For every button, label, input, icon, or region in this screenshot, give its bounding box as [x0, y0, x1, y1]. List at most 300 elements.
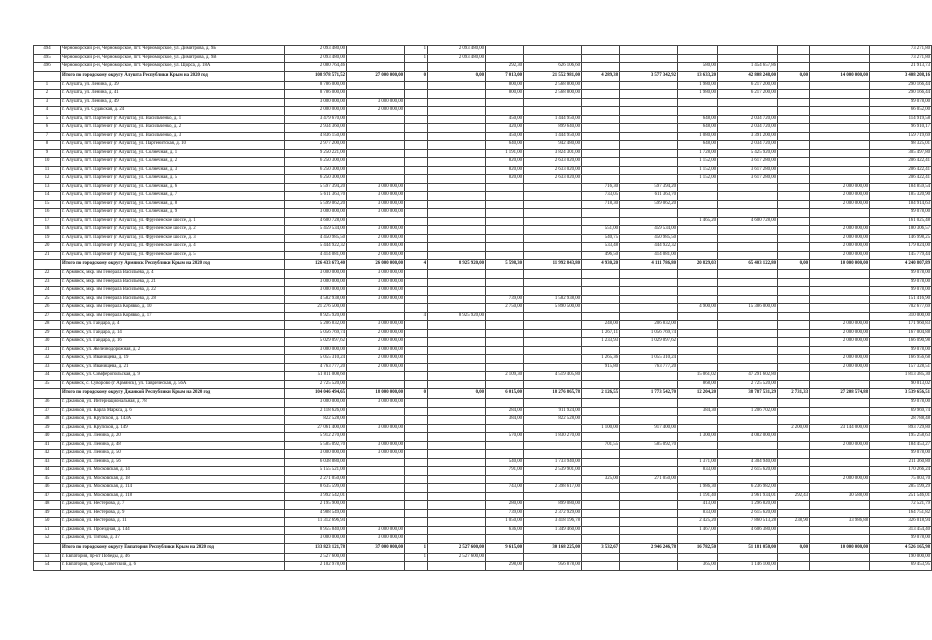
value-cell: 3 000 000,00: [285, 535, 347, 544]
row-number-cell: 47: [34, 492, 61, 501]
row-number-cell: 7: [34, 132, 61, 141]
value-cell: [405, 81, 428, 90]
value-cell: 206 422,41: [870, 158, 932, 167]
value-cell: [778, 278, 810, 287]
address-cell: Итого по городскому округу Алушта Республики Крым на 2020 год: [61, 71, 285, 81]
value-cell: [486, 192, 524, 201]
value-cell: 8 925 920,00: [428, 312, 486, 321]
address-cell: г. Алушта, пгт. Партенит (г Алушта), ул. Фрунзенское шоссе, д. 4: [61, 243, 285, 252]
value-cell: [678, 98, 718, 107]
value-cell: [620, 535, 678, 544]
address-cell: г. Джанкой, ул. Титова, д. 37: [61, 535, 285, 544]
value-cell: [405, 424, 428, 433]
value-cell: [524, 107, 582, 116]
value-cell: 5 425 920,00: [718, 149, 778, 158]
table-row: [34, 251, 932, 260]
value-cell: [428, 132, 486, 141]
value-cell: 310 000,00: [870, 312, 932, 321]
value-cell: 51 181 050,00: [718, 543, 778, 553]
value-cell: 73 271,80: [870, 46, 932, 55]
value-cell: 3 408 208,16: [870, 71, 932, 81]
value-cell: [347, 312, 405, 321]
budget-table: [33, 45, 932, 571]
value-cell: 833,00: [678, 467, 718, 476]
value-cell: 2 271 050,00: [285, 475, 347, 484]
value-cell: [428, 363, 486, 372]
value-cell: [524, 355, 582, 364]
value-cell: 4 304 940,00: [718, 458, 778, 467]
value-cell: [524, 278, 582, 287]
value-cell: 3 000 000,00: [285, 450, 347, 459]
value-cell: 3 000 000,00: [285, 346, 347, 355]
value-cell: 2 102 978,00: [285, 562, 347, 571]
value-cell: 11 312 696,94: [285, 518, 347, 527]
value-cell: 5 459 534,00: [285, 226, 347, 235]
value-cell: [778, 107, 810, 116]
value-cell: [347, 433, 405, 442]
address-cell: г. Армянск, мкр. им Генерала Васильева, д. 22: [61, 287, 285, 296]
row-number-cell: 2: [34, 90, 61, 99]
row-number-cell: 33: [34, 363, 61, 372]
value-cell: 3 824 301,00: [524, 149, 582, 158]
value-cell: [428, 458, 486, 467]
address-cell: г. Алушта, пгт. Партенит (г Алушта), ул. Партенитская, д. 10: [61, 141, 285, 150]
value-cell: 4: [405, 312, 428, 321]
value-cell: 2 034 720,00: [718, 115, 778, 124]
value-cell: [405, 475, 428, 484]
value-cell: 3 418 196,78: [524, 518, 582, 527]
row-number-cell: 44: [34, 467, 61, 476]
table-row: [34, 562, 932, 571]
value-cell: 2 195 900,00: [285, 501, 347, 510]
value-cell: 833,00: [678, 509, 718, 518]
value-cell: [810, 526, 870, 535]
value-cell: 20 829,03: [678, 260, 718, 270]
value-cell: [620, 484, 678, 493]
value-cell: 161 025,48: [870, 217, 932, 226]
value-cell: [428, 467, 486, 476]
value-cell: [428, 192, 486, 201]
value-cell: 1: [405, 553, 428, 562]
value-cell: 4 900,00: [678, 304, 718, 313]
value-cell: 743,00: [486, 484, 524, 493]
row-number-cell: 34: [34, 372, 61, 381]
value-cell: [678, 295, 718, 304]
value-cell: [405, 407, 428, 416]
value-cell: [347, 158, 405, 167]
value-cell: 414 081,00: [620, 251, 678, 260]
value-cell: 496,50: [582, 251, 620, 260]
value-cell: [718, 287, 778, 296]
value-cell: [524, 312, 582, 321]
value-cell: 820,00: [486, 158, 524, 167]
value-cell: [778, 380, 810, 389]
table-row: [34, 416, 932, 425]
value-cell: 716,30: [582, 183, 620, 192]
value-cell: [620, 124, 678, 133]
value-cell: 0,00: [428, 71, 486, 81]
address-cell: г. Джанкой, ул. Проездная, д. 144: [61, 526, 285, 535]
value-cell: [718, 192, 778, 201]
address-cell: г. Алушта, пгт. Партенит (г Алушта), ул. Васильченко, д. 2: [61, 124, 285, 133]
value-cell: [347, 475, 405, 484]
value-cell: [718, 243, 778, 252]
value-cell: [405, 243, 428, 252]
value-cell: [620, 416, 678, 425]
value-cell: 4 600 728,00: [718, 217, 778, 226]
row-number-cell: [34, 543, 61, 553]
value-cell: [718, 553, 778, 562]
value-cell: [810, 175, 870, 184]
value-cell: 98 325,01: [870, 141, 932, 150]
value-cell: 2 527 600,00: [428, 543, 486, 553]
value-cell: [778, 441, 810, 450]
value-cell: 65 403 122,80: [718, 260, 778, 270]
value-cell: 1 728,00: [678, 149, 718, 158]
value-cell: [778, 243, 810, 252]
value-cell: 2 118 626,00: [285, 407, 347, 416]
value-cell: 99 078,00: [870, 399, 932, 408]
value-cell: [778, 90, 810, 99]
table-row: [34, 526, 932, 535]
value-cell: 2 633 020,00: [524, 166, 582, 175]
value-cell: [620, 158, 678, 167]
value-cell: 3 000 000,00: [347, 192, 405, 201]
value-cell: 47 291 602,80: [718, 372, 778, 381]
value-cell: 2 000 000,00: [285, 107, 347, 116]
value-cell: [810, 46, 870, 55]
value-cell: 37 000 000,00: [347, 543, 405, 553]
value-cell: 4 082 000,00: [718, 433, 778, 442]
value-cell: 305 497,80: [870, 149, 932, 158]
value-cell: 27 000 000,00: [347, 71, 405, 81]
value-cell: 1 300,00: [678, 433, 718, 442]
row-number-cell: 12: [34, 175, 61, 184]
value-cell: [524, 441, 582, 450]
value-cell: 10 000 000,00: [810, 543, 870, 553]
value-cell: 3 992 542,01: [285, 492, 347, 501]
value-cell: 190 000,00: [870, 553, 932, 562]
value-cell: 822 528,00: [285, 416, 347, 425]
address-cell: г. Джанкой, ул. Московская, д. 14: [61, 467, 285, 476]
value-cell: [678, 54, 718, 63]
value-cell: 167 004,88: [870, 329, 932, 338]
value-cell: 2 126,55: [582, 389, 620, 399]
value-cell: [620, 166, 678, 175]
value-cell: 206 422,41: [870, 166, 932, 175]
address-cell: г. Джанкой, ул. Крупской, д. 143А: [61, 416, 285, 425]
row-number-cell: 29: [34, 329, 61, 338]
value-cell: [582, 380, 620, 389]
value-cell: [428, 380, 486, 389]
value-cell: 2 000 000,00: [347, 329, 405, 338]
value-cell: [582, 458, 620, 467]
table-row: [34, 175, 932, 184]
row-number-cell: 36: [34, 399, 61, 408]
value-cell: 899 640,00: [524, 124, 582, 133]
value-cell: [524, 321, 582, 330]
value-cell: [582, 501, 620, 510]
value-cell: [405, 158, 428, 167]
table-row: [34, 424, 932, 433]
value-cell: [405, 441, 428, 450]
value-cell: [678, 363, 718, 372]
value-cell: 597 394,20: [620, 183, 678, 192]
value-cell: 211 360,80: [870, 458, 932, 467]
value-cell: 2 034 720,00: [718, 141, 778, 150]
value-cell: [582, 132, 620, 141]
value-cell: [678, 553, 718, 562]
value-cell: [718, 321, 778, 330]
table-body: [34, 46, 932, 571]
value-cell: [810, 149, 870, 158]
value-cell: [582, 295, 620, 304]
value-cell: [778, 98, 810, 107]
value-cell: 640,00: [486, 141, 524, 150]
value-cell: 648,00: [678, 115, 718, 124]
value-cell: 5 599 062,20: [285, 200, 347, 209]
value-cell: 251 546,01: [870, 492, 932, 501]
value-cell: 1 830 270,00: [524, 433, 582, 442]
value-cell: 3 000 000,00: [285, 278, 347, 287]
value-cell: [718, 209, 778, 218]
value-cell: [810, 450, 870, 459]
row-number-cell: 21: [34, 251, 61, 260]
value-cell: 899 080,00: [524, 501, 582, 510]
value-cell: 5 890 500,00: [524, 304, 582, 313]
value-cell: 7 013,00: [486, 71, 524, 81]
value-cell: 292,43: [778, 492, 810, 501]
value-cell: 1 296 820,00: [718, 501, 778, 510]
address-cell: г. Армянск, ул. Иванищева, д. 19: [61, 355, 285, 364]
value-cell: [347, 501, 405, 510]
table-row: [34, 149, 932, 158]
value-cell: 170 266,24: [870, 467, 932, 476]
value-cell: [582, 149, 620, 158]
value-cell: [347, 124, 405, 133]
value-cell: [405, 132, 428, 141]
value-cell: [486, 54, 524, 63]
value-cell: 12 204,20: [678, 389, 718, 399]
value-cell: [582, 553, 620, 562]
value-cell: 3 617 280,00: [718, 175, 778, 184]
value-cell: 99 078,00: [870, 270, 932, 279]
value-cell: [778, 132, 810, 141]
value-cell: 15 061,02: [678, 372, 718, 381]
value-cell: 3 532,67: [582, 543, 620, 553]
value-cell: [347, 132, 405, 141]
value-cell: [582, 124, 620, 133]
value-cell: 2 398 617,00: [524, 484, 582, 493]
value-cell: [778, 433, 810, 442]
row-number-cell: 37: [34, 407, 61, 416]
value-cell: 0,00: [778, 71, 810, 81]
value-cell: [582, 217, 620, 226]
value-cell: 1 152,00: [678, 175, 718, 184]
address-cell: г. Джанкой, ул. Карла Маркса, д. 6: [61, 407, 285, 416]
value-cell: [718, 346, 778, 355]
value-cell: [678, 441, 718, 450]
value-cell: 2 080 764,46: [285, 63, 347, 72]
value-cell: 10 000 000,00: [810, 260, 870, 270]
value-cell: 1 465,20: [678, 217, 718, 226]
value-cell: 325,00: [582, 475, 620, 484]
value-cell: 2 527 600,00: [428, 553, 486, 562]
value-cell: 8 786 000,00: [285, 81, 347, 90]
value-cell: [718, 183, 778, 192]
address-cell: г. Алушта, пгт. Партенит (г Алушта), ул. Солнечная, д. 3: [61, 166, 285, 175]
value-cell: [524, 338, 582, 347]
value-cell: 585 092,70: [620, 441, 678, 450]
value-cell: [486, 243, 524, 252]
value-cell: 636,00: [486, 526, 524, 535]
value-cell: [486, 399, 524, 408]
value-cell: [778, 166, 810, 175]
value-cell: 2 750,00: [486, 304, 524, 313]
value-cell: [582, 450, 620, 459]
value-cell: 2 000 000,00: [810, 475, 870, 484]
table-row: [34, 312, 932, 321]
value-cell: 184 914,63: [870, 200, 932, 209]
value-cell: [347, 509, 405, 518]
value-cell: 8 635 599,00: [285, 484, 347, 493]
value-cell: 868,00: [678, 380, 718, 389]
value-cell: [778, 407, 810, 416]
row-number-cell: 31: [34, 346, 61, 355]
value-cell: 5 056 769,74: [285, 329, 347, 338]
table-row: [34, 243, 932, 252]
value-cell: 3 000 000,00: [347, 424, 405, 433]
value-cell: 1 146 100,00: [718, 562, 778, 571]
value-cell: 2 633 020,00: [524, 158, 582, 167]
value-cell: 290 166,44: [870, 90, 932, 99]
value-cell: [524, 192, 582, 201]
value-cell: 1 029 097,62: [620, 338, 678, 347]
row-number-cell: 3: [34, 98, 61, 107]
value-cell: 1 733 940,00: [524, 458, 582, 467]
value-cell: 739,00: [486, 509, 524, 518]
value-cell: [405, 509, 428, 518]
value-cell: 27 208 574,88: [810, 389, 870, 399]
value-cell: [428, 115, 486, 124]
value-cell: 626 106,60: [524, 63, 582, 72]
value-cell: [347, 407, 405, 416]
value-cell: 99 078,00: [870, 287, 932, 296]
row-number-cell: 42: [34, 450, 61, 459]
subtotal-row: [34, 543, 932, 553]
value-cell: [778, 346, 810, 355]
value-cell: 28 788,48: [870, 416, 932, 425]
value-cell: [486, 450, 524, 459]
value-cell: 3 000 000,00: [347, 226, 405, 235]
address-cell: г. Алушта, ул. Ленина, д. 39: [61, 81, 285, 90]
value-cell: [405, 329, 428, 338]
value-cell: [810, 484, 870, 493]
value-cell: [582, 312, 620, 321]
value-cell: [582, 399, 620, 408]
value-cell: 21 913,73: [870, 63, 932, 72]
value-cell: [524, 183, 582, 192]
value-cell: 4 289,38: [582, 71, 620, 81]
value-cell: 1 267,11: [582, 329, 620, 338]
value-cell: [810, 562, 870, 571]
value-cell: [524, 450, 582, 459]
value-cell: [582, 433, 620, 442]
value-cell: [405, 433, 428, 442]
value-cell: 4 450 985,50: [285, 234, 347, 243]
table-row: [34, 450, 932, 459]
value-cell: 739,00: [486, 295, 524, 304]
value-cell: 1 582 938,00: [524, 295, 582, 304]
value-cell: [486, 183, 524, 192]
value-cell: 3 000 000,00: [347, 270, 405, 279]
value-cell: 551,00: [582, 226, 620, 235]
value-cell: 611 363,70: [620, 192, 678, 201]
address-cell: Черноморский р-н, Черноморское, пгт. Черноморское, ул. Щорса, д. 18А: [61, 63, 285, 72]
row-number-cell: 22: [34, 270, 61, 279]
value-cell: [582, 526, 620, 535]
value-cell: [810, 166, 870, 175]
value-cell: [347, 458, 405, 467]
address-cell: г. Алушта, пгт. Партенит (г Алушта), ул. Солнечная, д. 7: [61, 192, 285, 201]
value-cell: [778, 355, 810, 364]
table-row: [34, 124, 932, 133]
value-cell: [620, 433, 678, 442]
value-cell: 1 050,00: [486, 518, 524, 527]
table-row: [34, 54, 932, 63]
value-cell: [405, 90, 428, 99]
value-cell: 2 093 480,00: [428, 46, 486, 55]
value-cell: [718, 329, 778, 338]
value-cell: 13 633,20: [678, 71, 718, 81]
value-cell: 956 878,00: [524, 562, 582, 571]
value-cell: [810, 270, 870, 279]
value-cell: 2 934 360,00: [285, 124, 347, 133]
row-number-cell: 9: [34, 149, 61, 158]
row-number-cell: 495: [34, 54, 61, 63]
value-cell: [678, 399, 718, 408]
value-cell: 6 015,00: [486, 389, 524, 399]
value-cell: [524, 46, 582, 55]
address-cell: г. Джанкой, ул. Нестерова, д. 7: [61, 501, 285, 510]
value-cell: [778, 270, 810, 279]
value-cell: [582, 518, 620, 527]
value-cell: [582, 54, 620, 63]
value-cell: [582, 90, 620, 99]
address-cell: г. Армянск, ул. Железнодорожная, д. 2: [61, 346, 285, 355]
value-cell: [524, 380, 582, 389]
value-cell: [428, 287, 486, 296]
value-cell: 5 912 270,00: [285, 433, 347, 442]
value-cell: 2 000 000,00: [347, 338, 405, 347]
value-cell: [678, 321, 718, 330]
value-cell: [778, 54, 810, 63]
value-cell: [524, 234, 582, 243]
value-cell: [405, 467, 428, 476]
value-cell: [524, 54, 582, 63]
value-cell: 444 922,32: [620, 243, 678, 252]
address-cell: г. Джанкой, ул. Интернациональная, д. 78: [61, 399, 285, 408]
value-cell: 3 000 000,00: [285, 98, 347, 107]
value-cell: 157 328,51: [870, 363, 932, 372]
value-cell: [678, 287, 718, 296]
value-cell: [524, 270, 582, 279]
value-cell: 69 453,95: [870, 562, 932, 571]
value-cell: [405, 346, 428, 355]
value-cell: [428, 243, 486, 252]
value-cell: [582, 416, 620, 425]
table-row: [34, 380, 932, 389]
